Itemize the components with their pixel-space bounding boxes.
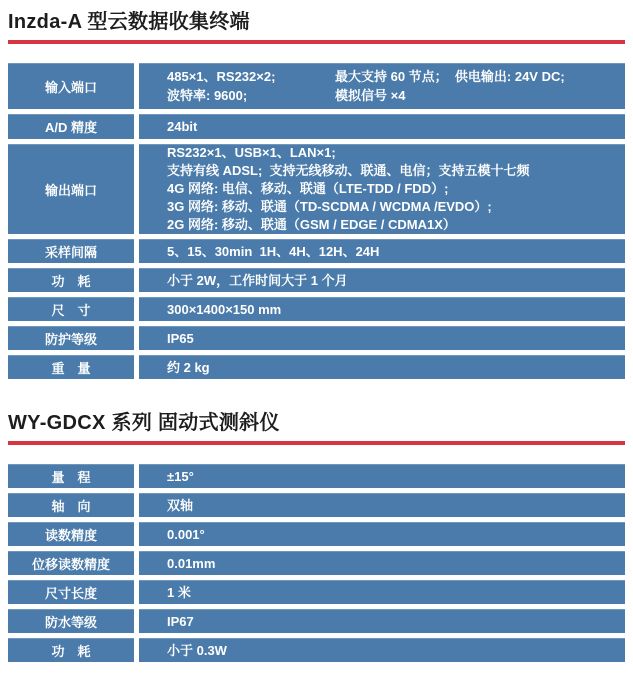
title-underline-rule	[8, 40, 625, 44]
value-line: RS232×1、USB×1、LAN×1;	[167, 145, 336, 160]
row-value-cell	[139, 464, 625, 488]
table-row-dimensions	[8, 297, 625, 321]
row-label-cell: 轴 向	[8, 493, 134, 517]
row-value-cell	[139, 63, 625, 109]
row-value-text: 5、15、30min 1H、4H、12H、24H	[167, 243, 380, 259]
spec-table-inzda	[8, 63, 625, 379]
table-row-ad-precision	[8, 114, 625, 139]
row-value-text: 小于 2W，工作时间大于 1 个月	[167, 272, 348, 288]
section-wy-gdcx	[8, 411, 625, 662]
table-row-input-ports	[8, 63, 625, 109]
row-value-text: 0.001°	[167, 526, 205, 542]
row-value-cell	[139, 326, 625, 350]
value-line: 波特率: 9600;	[167, 88, 248, 103]
row-value-text: 约 2 kg	[167, 359, 210, 375]
row-value-text: 双轴	[167, 497, 194, 513]
spec-table-wy-gdcx	[8, 464, 625, 662]
row-value-lines	[167, 144, 530, 234]
row-value-cell	[139, 522, 625, 546]
row-label-cell: 位移读数精度	[8, 551, 134, 575]
table-row-range	[8, 464, 625, 488]
section-title: Inzda-A 型云数据收集终端	[8, 11, 250, 33]
row-label-cell: 量 程	[8, 464, 134, 488]
row-label-cell: 重 量	[8, 355, 134, 379]
table-row-axis	[8, 493, 625, 517]
value-line: 4G 网络: 电信、移动、联通（LTE-TDD / FDD）;	[167, 181, 449, 196]
value-line: 最大支持 60 节点； 供电输出: 24V DC;	[335, 69, 565, 84]
row-value-cell	[139, 609, 625, 633]
table-row-reading-precision	[8, 522, 625, 546]
row-label-cell: 读数精度	[8, 522, 134, 546]
row-label-cell: 采样间隔	[8, 239, 134, 263]
row-label-cell: 防水等级	[8, 609, 134, 633]
table-row-waterproof-rating	[8, 609, 625, 633]
value-line: 支持有线 ADSL; 支持无线移动、联通、电信；支持五模十七频	[167, 163, 530, 178]
value-line: 485×1、RS232×2;	[167, 69, 276, 84]
row-label-cell: 功 耗	[8, 638, 134, 662]
row-label-cell: 尺寸长度	[8, 580, 134, 604]
table-row-displacement-precision	[8, 551, 625, 575]
section-title: WY-GDCX 系列 固动式测斜仪	[8, 412, 280, 434]
row-value-text: IP67	[167, 613, 194, 629]
row-value-cell	[139, 114, 625, 139]
section-inzda-a	[8, 10, 625, 379]
value-line: 3G 网络: 移动、联通（TD-SCDMA / WCDMA /EVDO）;	[167, 199, 492, 214]
title-underline-rule	[8, 441, 625, 445]
row-value-cell	[139, 638, 625, 662]
row-value-text: 小于 0.3W	[167, 642, 227, 658]
row-value-text: 0.01mm	[167, 555, 216, 571]
row-label-cell: 尺 寸	[8, 297, 134, 321]
row-label-cell: A/D 精度	[8, 114, 134, 139]
row-value-text: 24bit	[167, 119, 198, 134]
row-label-cell: 功 耗	[8, 268, 134, 292]
value-line: 模拟信号 ×4	[335, 88, 406, 103]
row-value-text: IP65	[167, 330, 194, 346]
row-value-cell	[139, 551, 625, 575]
row-value-text: ±15°	[167, 468, 194, 484]
table-row-power-consumption	[8, 268, 625, 292]
row-value-text: 1 米	[167, 584, 191, 600]
table-row-length	[8, 580, 625, 604]
row-value-text: 300×1400×150 mm	[167, 301, 282, 317]
row-value-cell	[139, 493, 625, 517]
row-value-cell	[139, 239, 625, 263]
table-row-power-consumption	[8, 638, 625, 662]
row-value-grid	[167, 67, 565, 105]
row-value-cell	[139, 268, 625, 292]
table-row-weight	[8, 355, 625, 379]
row-value-cell	[139, 355, 625, 379]
row-value-cell	[139, 144, 625, 234]
table-row-sampling-interval	[8, 239, 625, 263]
row-label-cell: 防护等级	[8, 326, 134, 350]
row-label-cell: 输出端口	[8, 144, 134, 234]
row-value-cell	[139, 297, 625, 321]
row-value-cell	[139, 580, 625, 604]
value-line: 2G 网络: 移动、联通（GSM / EDGE / CDMA1X）	[167, 217, 456, 232]
row-label-cell: 输入端口	[8, 63, 134, 109]
table-row-output-ports	[8, 144, 625, 234]
table-row-protection-rating	[8, 326, 625, 350]
